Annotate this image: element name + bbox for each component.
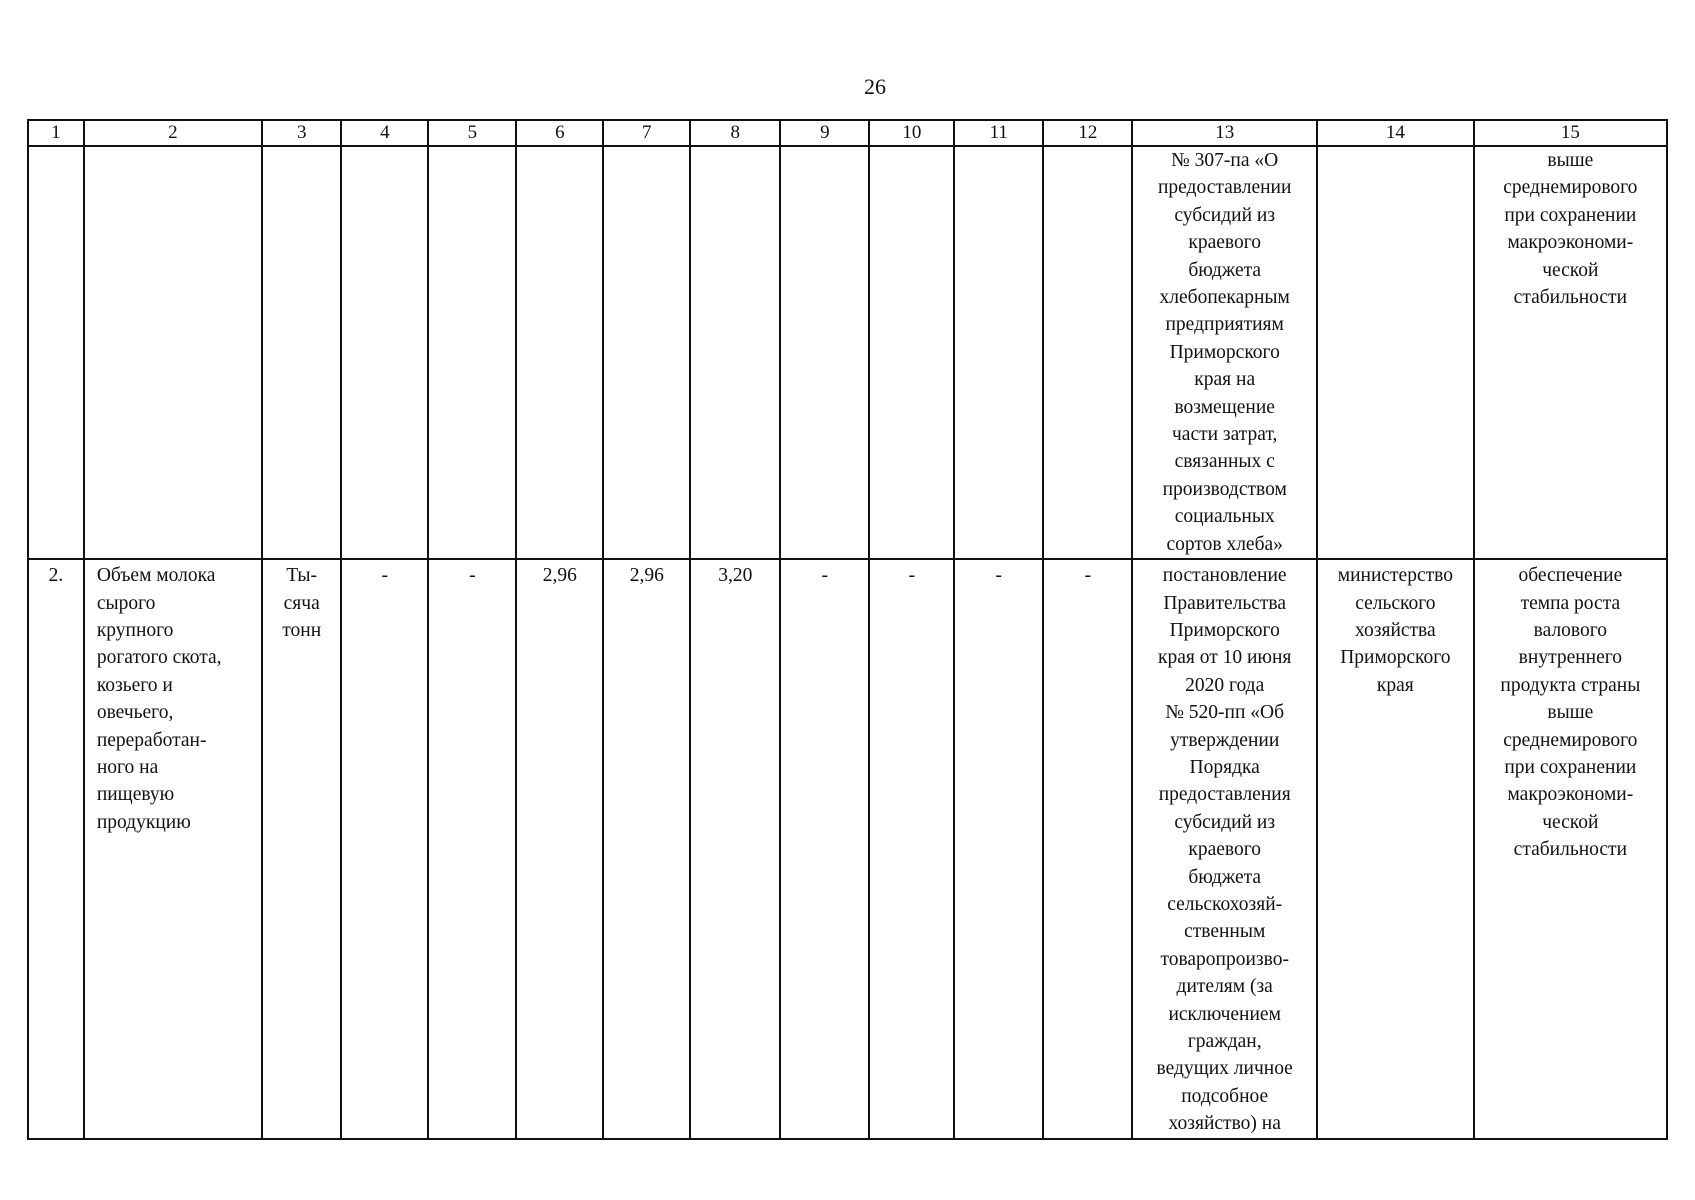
data-table bbox=[27, 119, 1668, 1140]
table-row bbox=[28, 146, 1667, 559]
row-number-cell: 2. bbox=[28, 559, 84, 1139]
header-cell: 3 bbox=[262, 120, 341, 146]
value-cell: - bbox=[869, 559, 954, 1139]
header-cell: 7 bbox=[603, 120, 690, 146]
table-cell bbox=[603, 146, 690, 559]
header-cell: 11 bbox=[954, 120, 1043, 146]
header-cell: 4 bbox=[341, 120, 428, 146]
legal-act-cell: постановление Правительства Приморского края от 10 июня 2020 года № 520-пп «Об утверждении Порядка предоставления субсидий из краевого бюджета сельскохозяй- ственным товаропроизво- дителям (за исключением граждан, ведущих личное подсобное хозяйство) на bbox=[1132, 559, 1317, 1139]
table-row bbox=[28, 559, 1667, 1139]
legal-act-cell: № 307-па «О предоставлении субсидий из краевого бюджета хлебопекарным предприятиям Приморского края на возмещение части затрат, связанных с производством социальных сортов хлеба» bbox=[1132, 146, 1317, 559]
value-cell: 2,96 bbox=[516, 559, 603, 1139]
table-cell bbox=[262, 146, 341, 559]
table-cell bbox=[28, 146, 84, 559]
goal-cell: обеспечение темпа роста валового внутреннего продукта страны выше среднемирового при сохранении макроэкономи- ческой стабильности bbox=[1474, 559, 1667, 1139]
header-cell: 14 bbox=[1317, 120, 1474, 146]
table-cell bbox=[869, 146, 954, 559]
value-cell: - bbox=[341, 559, 428, 1139]
table-cell bbox=[516, 146, 603, 559]
header-cell: 15 bbox=[1474, 120, 1667, 146]
indicator-name-cell: Объем молока сырого крупного рогатого скота, козьего и овечьего, переработан- ного на пищевую продукцию bbox=[84, 559, 262, 1139]
table-cell bbox=[1317, 146, 1474, 559]
header-cell: 5 bbox=[428, 120, 516, 146]
table-cell bbox=[341, 146, 428, 559]
goal-cell: выше среднемирового при сохранении макроэкономи- ческой стабильности bbox=[1474, 146, 1667, 559]
header-cell: 12 bbox=[1043, 120, 1132, 146]
table-cell bbox=[690, 146, 780, 559]
value-cell: - bbox=[954, 559, 1043, 1139]
header-cell: 10 bbox=[869, 120, 954, 146]
header-cell: 8 bbox=[690, 120, 780, 146]
value-cell: - bbox=[780, 559, 869, 1139]
table-cell bbox=[84, 146, 262, 559]
unit-cell: Ты- сяча тонн bbox=[262, 559, 341, 1139]
header-cell: 1 bbox=[28, 120, 84, 146]
header-cell: 6 bbox=[516, 120, 603, 146]
value-cell: - bbox=[1043, 559, 1132, 1139]
value-cell: 2,96 bbox=[603, 559, 690, 1139]
value-cell: 3,20 bbox=[690, 559, 780, 1139]
table-cell bbox=[954, 146, 1043, 559]
table-cell bbox=[1043, 146, 1132, 559]
value-cell: - bbox=[428, 559, 516, 1139]
responsible-cell: министерство сельского хозяйства Приморского края bbox=[1317, 559, 1474, 1139]
page-number: 26 bbox=[864, 74, 886, 99]
header-cell: 13 bbox=[1132, 120, 1317, 146]
table-cell bbox=[780, 146, 869, 559]
header-cell: 2 bbox=[84, 120, 262, 146]
header-row bbox=[28, 120, 1667, 146]
table-cell bbox=[428, 146, 516, 559]
header-cell: 9 bbox=[780, 120, 869, 146]
